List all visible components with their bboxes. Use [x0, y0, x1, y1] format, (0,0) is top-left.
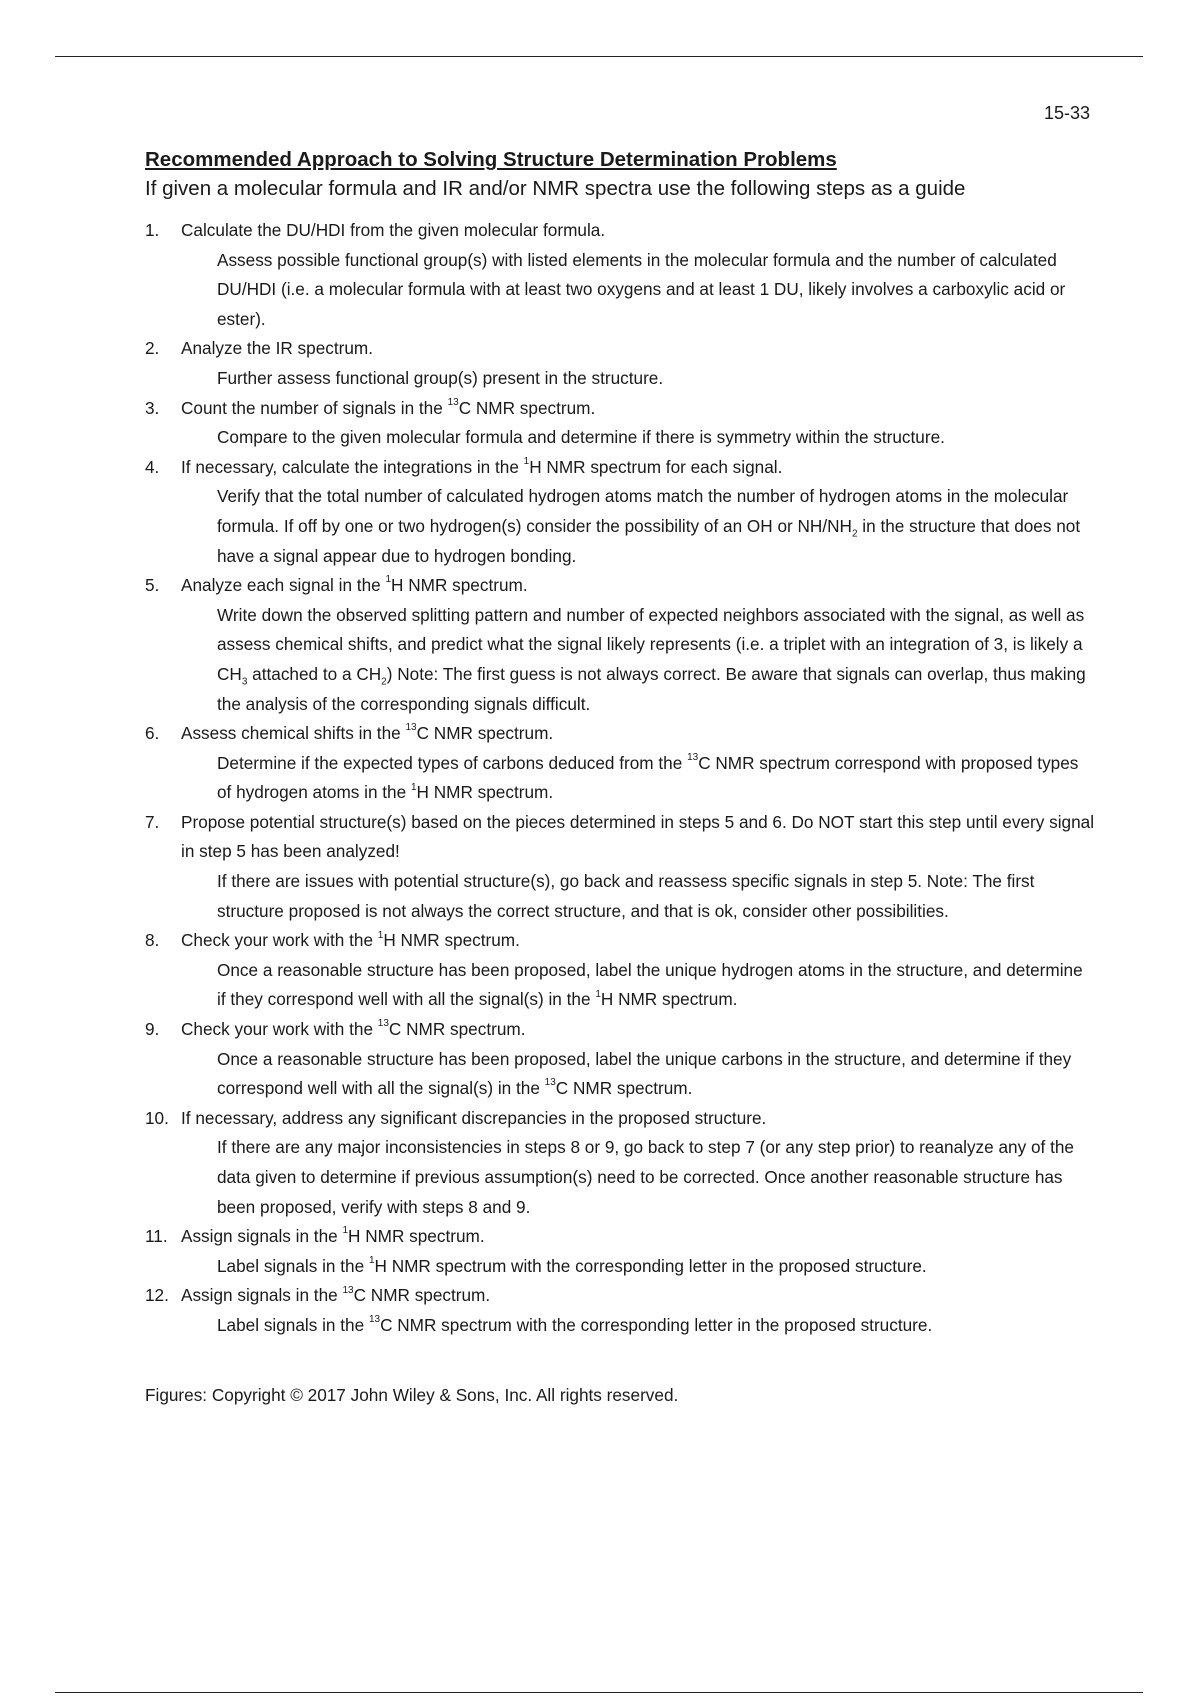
list-item — [145, 808, 1095, 926]
step-detail: Once a reasonable structure has been proposed, label the unique hydrogen atoms in the structure, and determine if they correspond well with all the signal(s) in the $^1$H NMR spectrum. — [217, 959, 1083, 1010]
step-number: 5. — [145, 575, 160, 596]
step-heading: If necessary, calculate the integrations in the $^1$H NMR spectrum for each signal. — [181, 456, 783, 477]
list-item — [145, 216, 1095, 334]
step-number: 11. — [145, 1226, 168, 1247]
step-heading: Analyze each signal in the $^1$H NMR spectrum. — [181, 574, 528, 596]
step-heading: Propose potential structure(s) based on the pieces determined in steps 5 and 6. Do NOT start this step until every signal in step 5 has been analyzed! — [181, 811, 1095, 862]
page-title: Recommended Approach to Solving Structure Determination Problems — [145, 148, 837, 171]
list-item — [145, 334, 1095, 393]
step-heading: Assign signals in the $^1$H NMR spectrum. — [181, 1225, 485, 1247]
step-detail: Label signals in the $^{13}$C NMR spectrum with the corresponding letter in the proposed structure. — [217, 1314, 933, 1335]
list-item — [145, 719, 1095, 808]
step-detail: Label signals in the $^1$H NMR spectrum with the corresponding letter in the proposed structure. — [217, 1255, 927, 1276]
step-heading: Assess chemical shifts in the $^{13}$C NMR spectrum. — [181, 722, 554, 744]
list-item — [145, 926, 1095, 1015]
step-heading: Check your work with the $^1$H NMR spectrum. — [181, 929, 520, 951]
list-item — [145, 1281, 1095, 1340]
step-detail: Assess possible functional group(s) with listed elements in the molecular formula and the number of calculated DU/HDI (i.e. a molecular formula with at least two oxygens and at least 1 DU, likely involves a carboxylic acid or ester). — [217, 249, 1066, 329]
list-item — [145, 1015, 1095, 1104]
bottom-rule — [55, 1692, 1143, 1693]
steps-list — [145, 216, 1095, 1341]
step-number: 10. — [145, 1107, 169, 1128]
step-number: 6. — [145, 723, 160, 744]
step-number: 7. — [145, 811, 160, 832]
document-body — [145, 146, 1095, 1409]
step-detail: Further assess functional group(s) present in the structure. — [217, 367, 664, 388]
step-detail: If there are any major inconsistencies in steps 8 or 9, go back to step 7 (or any step prior) to reanalyze any of the data given to determine if previous assumption(s) need to be corrected. Once another reasonable structure has been proposed, verify with steps 8 and 9. — [217, 1137, 1074, 1217]
step-heading: Analyze the IR spectrum. — [181, 338, 374, 359]
list-item — [145, 394, 1095, 453]
step-detail: Determine if the expected types of carbons deduced from the $^{13}$C NMR spectrum correspond with proposed types of hydrogen atoms in the $^1$H NMR spectrum. — [217, 751, 1079, 803]
step-detail: Verify that the total number of calculated hydrogen atoms match the number of hydrogen atoms in the molecular formula. If off by one or two hydrogen(s) consider the possibility of an OH or $NH/NH_2$ in the structure that does not have a signal appear due to hydrogen bonding. — [217, 486, 1081, 566]
step-number: 2. — [145, 338, 160, 359]
top-rule — [55, 56, 1143, 57]
page-number: 15-33 — [1043, 103, 1090, 123]
step-heading: Assign signals in the $^{13}$C NMR spectrum. — [181, 1284, 491, 1306]
list-item — [145, 571, 1095, 719]
copyright-footer: Figures: Copyright © 2017 John Wiley & Sons, Inc. All rights reserved. — [145, 1384, 679, 1405]
list-item — [145, 453, 1095, 571]
list-item — [145, 1104, 1095, 1222]
step-detail: Compare to the given molecular formula and determine if there is symmetry within the structure. — [217, 427, 945, 448]
step-detail: Write down the observed splitting pattern and number of expected neighbors associated with the signal, as well as assess chemical shifts, and predict what the signal likely represents (i.e. a triplet with an integration of 3, is likely a $CH_3$ attached to a $CH_2$) Note: The first guess is not always correct. Be aware that signals can overlap, thus making the analysis of the corresponding signals difficult. — [217, 604, 1086, 714]
step-heading: Count the number of signals in the $^{13}$C NMR spectrum. — [181, 396, 596, 418]
step-number: 9. — [145, 1019, 160, 1040]
step-heading: Calculate the DU/HDI from the given molecular formula. — [181, 220, 606, 240]
step-heading: If necessary, address any significant discrepancies in the proposed structure. — [181, 1107, 767, 1128]
step-number: 3. — [145, 397, 160, 418]
step-number: 12. — [145, 1285, 169, 1306]
list-item — [145, 1222, 1095, 1281]
step-number: 4. — [145, 456, 160, 477]
step-number: 1. — [145, 220, 160, 240]
step-detail: If there are issues with potential structure(s), go back and reassess specific signals in step 5. Note: The first structure proposed is not always the correct structure, and that is ok, consider other possibilities. — [217, 871, 1035, 921]
page-subtitle: If given a molecular formula and IR and/or NMR spectra use the following steps as a guide — [145, 177, 966, 200]
step-number: 8. — [145, 930, 160, 951]
step-detail: Once a reasonable structure has been proposed, label the unique carbons in the structure, and determine if they correspond well with all the signal(s) in the $^{13}$C NMR spectrum. — [217, 1048, 1072, 1099]
step-heading: Check your work with the $^{13}$C NMR spectrum. — [181, 1018, 526, 1040]
